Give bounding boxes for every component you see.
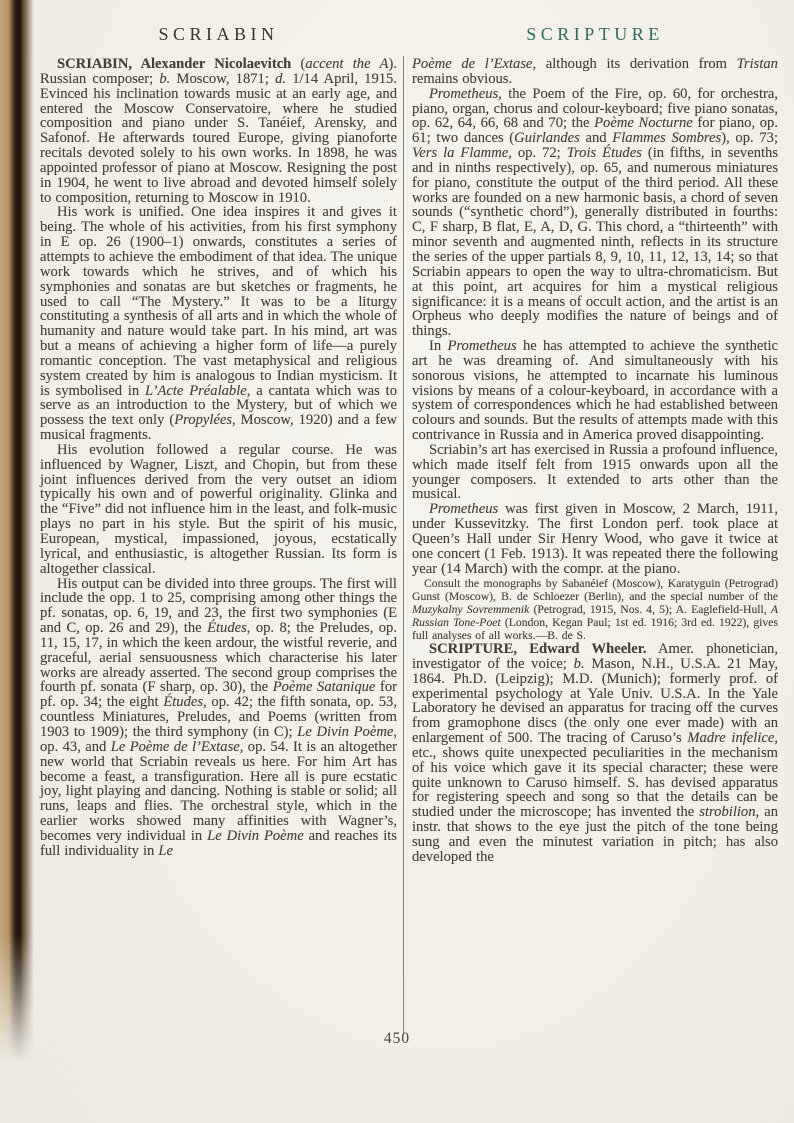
page-number: 450: [383, 1030, 411, 1047]
prometheus-synthetic-art-paragraph: In Prometheus he has attempted to achieve the synthetic art he was dreaming of. And simultaneously with his sonorous visions, he attempted to incarnate his luminous visions by means of a colour-keyboard, in accordance with a system of correspondences which he had established between colours and sounds. But the results of attempts made with this contrivance in Russia and in America proved disappointing.: [412, 338, 778, 444]
scriabin-continuation-paragraph: Poème de l’Extase, although its derivation from Tristan remains obvious.: [412, 56, 778, 87]
scriabin-influence-paragraph: Scriabin’s art has exercised in Russia a profound influence, which made itself felt from 1915 onwards upon all the younger composers. It extended to arts other than the musical.: [412, 441, 778, 503]
right-column: [412, 57, 778, 865]
book-gutter-shadow: [0, 0, 36, 1062]
running-head-scripture: SCRIPTURE: [526, 24, 664, 44]
running-head-scriabin: SCRIABIN: [158, 24, 279, 44]
scriabin-output-groups-paragraph: His output can be divided into three groups. The first will include the opp. 1 to 25, comprising among other things the pf. sonatas, op. 6, 19, and 23, the first two symphonies (E and C, op. 26 and 29), the Études, op. 8; the Preludes, op. 11, 15, 17, in which the keen ardour, the wistful reverie, and graceful, aerial sensuousness which characterise his later works are already asserted. The second group comprises the fourth pf. sonata (F sharp, op. 30), the Poème Satanique for pf. op. 34; the eight Études, op. 42; the fifth sonata, op. 53, countless Miniatures, Preludes, and Poems (written from 1903 to 1909); the third symphony (in C); Le Divin Poème, op. 43, and Le Poème de l’Extase, op. 54. It is an altogether new world that Scriabin reveals us here. For him Art has become a feast, a transfiguration. Here all is pure ecstatic joy, light playing and dancing. Nothing is stable or solid; all runs, leaps and flies. The orchestral style, which in the earlier works showed many affinities with Wagner’s, becomes very individual in Le Divin Poème and reaches its full individuality in Le: [40, 575, 397, 859]
scriabin-entry-opening-paragraph: SCRIABIN, Alexander Nicolaevitch (accent the A). Russian composer; b. Moscow, 1871; d. 1/14 April, 1915. Evinced his inclination towards music at an early age, and entered the Moscow Conservatoire, where he studied composition and piano under S. Tanéief, Arensky, and Safonof. He afterwards toured Europe, giving pianoforte recitals devoted solely to his own works. In 1898, he was appointed professor of piano at Moscow. Resigning the post in 1904, he went to live abroad and devoted himself solely to composition, returning to Moscow in 1910.: [40, 56, 397, 206]
scripture-entry-paragraph: SCRIPTURE, Edward Wheeler. Amer. phonetician, investigator of the voice; b. Mason, N.H., U.S.A. 21 May, 1864. Ph.D. (Leipzig); M.D. (Munich); formerly prof. of experimental psychology at Yale Univ. U.S.A. In the Yale Laboratory he devised an apparatus for tracing off the curves from gramophone discs (the only one ever made) with an enlargement of 500. The tracing of Caruso’s Madre infelice, etc., shows quite unexpected peculiarities in the mechanism of his voice which gave it its special character; these were quite unknown to Caruso himself. S. has devised apparatus for registering speech and song so that the details can be studied under the microscope; has invented the strobilion, an instr. that shows to the eye just the pitch of the tone being sung and even the minutest variation in pitch; has also developed the: [412, 641, 778, 865]
left-column: [40, 57, 397, 859]
column-divider-rule: [403, 56, 404, 1035]
scriabin-bibliography-paragraph: Consult the monographs by Sabanéief (Moscow), Karatyguin (Petrograd) Gunst (Moscow), B. de Schloezer (Berlin), and the special number of the Muzykalny Sovremmenik (Petrograd, 1915, Nos. 4, 5); A. Eaglefield-Hull, A Russian Tone-Poet (London, Kegan Paul; 1st ed. 1916; 3rd ed. 1922), gives full analyses of all works.—B. de S.: [412, 576, 778, 642]
scriabin-evolution-paragraph: His evolution followed a regular course. He was influenced by Wagner, Liszt, and Chopin, but from these joint influences derived from the very outset an idiom typically his own and of powerful originality. Glinka and the “Five” did not influence him in the least, and folk-music plays no part in his style. But the spirit of his music, European, mystical, impassioned, joyous, ecstatically lyrical, and enthusiastic, is altogether Russian. Its form is altogether classical.: [40, 441, 397, 577]
scriabin-work-unified-paragraph: His work is unified. One idea inspires it and gives it being. The whole of his activities, from his first symphony in E op. 26 (1900–1) onwards, constitutes a series of attempts to achieve the embodiment of that idea. The unique work towards which he strives, and of which his symphonies and sonatas are but sketches or fragments, he used to call “The Mystery.” It was to be a liturgy constituting a synthesis of all arts and in which the whole of humanity and nature would take part. In his mind, art was but a means of achieving a higher form of life—a purely romantic conception. The vast metaphysical and religious system created by him is analogous to Indian mysticism. It is symbolised in L’Acte Préalable, a cantata which was to serve as an introduction to the Mystery, but of which we possess the text only (Propylées, Moscow, 1920) and a few musical fragments.: [40, 204, 397, 444]
prometheus-performances-paragraph: Prometheus was first given in Moscow, 2 March, 1911, under Kussevitzky. The first London perf. took place at Queen’s Hall under Sir Henry Wood, who gave it twice at one concert (1 Feb. 1913). It was repeated there the following year (14 March) with the compr. at the piano.: [412, 501, 778, 577]
prometheus-third-period-paragraph: Prometheus, the Poem of the Fire, op. 60, for orchestra, piano, organ, chorus and colour-keyboard; five piano sonatas, op. 62, 64, 66, 68 and 70; the Poème Nocturne for piano, op. 61; two dances (Guirlandes and Flammes Sombres), op. 73; Vers la Flamme, op. 72; Trois Études (in fifths, in sevenths and in ninths respectively), op. 65, and numerous miniatures for piano, constitute the output of the third period. All these works are founded on a new harmonic basis, a chord of seven sounds (“synthetic chord”), generally distributed in fourths: C, F sharp, B flat, E, A, D, G. This chord, a “thirteenth” with minor seventh and augmented ninth, reflects in its structure the series of the upper partials 8, 9, 10, 11, 12, 13, 14; so that Scriabin appears to open the way to ultra-chromaticism. But at this point, art acquires for him a mystical religious significance: it is a means of occult action, and the artist is an Orpheus who deeply modifies the nature of beings and of things.: [412, 85, 779, 340]
